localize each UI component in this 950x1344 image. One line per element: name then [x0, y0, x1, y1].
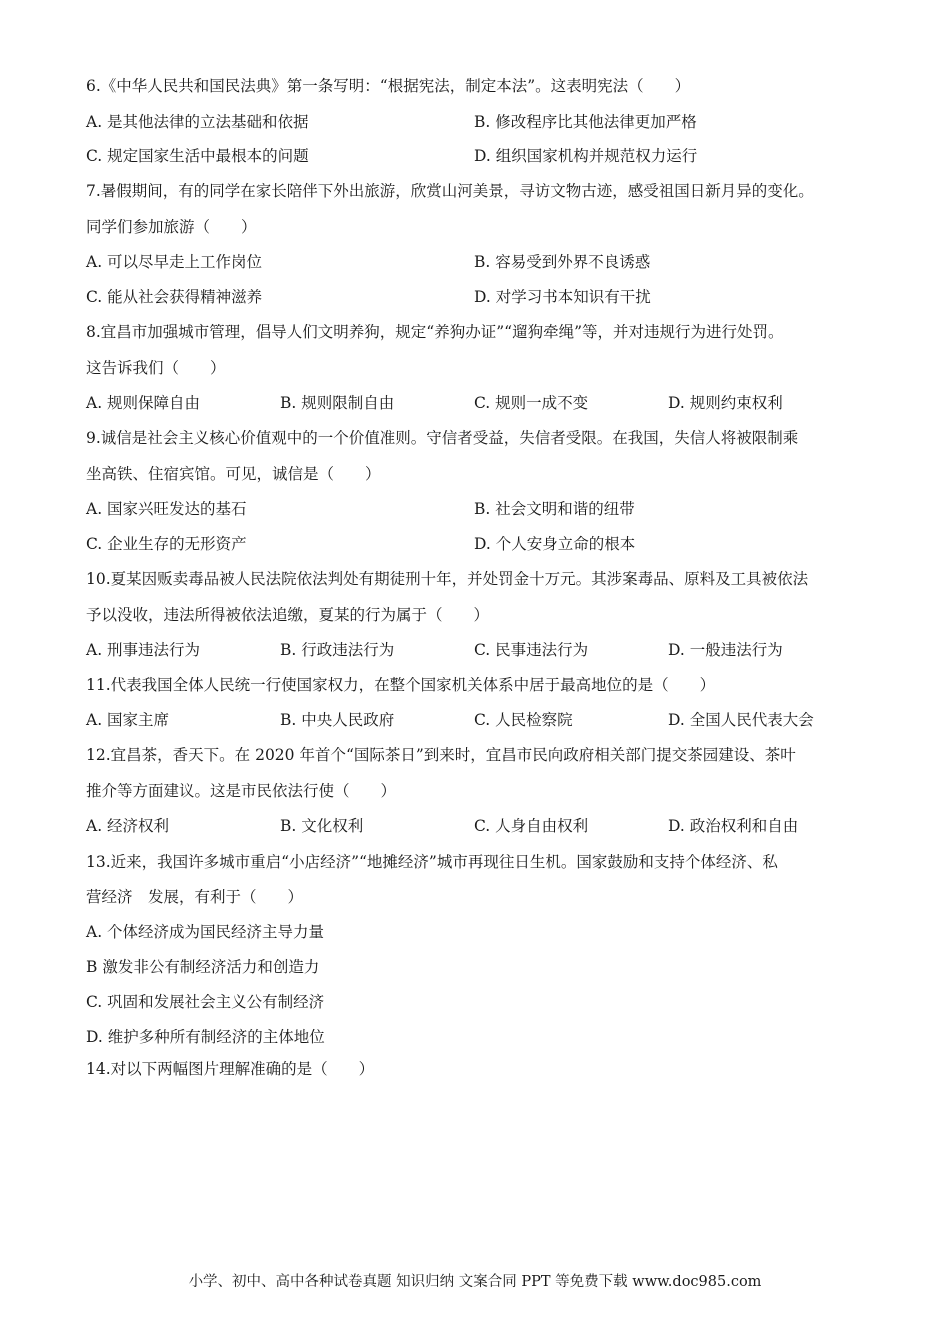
question-9-stem-line-1: 9.诚信是社会主义核心价值观中的一个价值准则。守信者受益，失信者受限。在我国，失信人将被限制乘	[86, 429, 799, 447]
page-footer: 小学、初中、高中各种试卷真题 知识归纳 文案合同 PPT 等免费下载 www.doc985.com	[188, 1274, 762, 1290]
q8-option-d: D. 规则约束权利	[668, 394, 783, 412]
q10-option-b: B. 行政违法行为	[280, 641, 395, 659]
question-10-stem-line-2: 予以没收，违法所得被依法追缴，夏某的行为属于（ ）	[86, 606, 490, 624]
q12-option-c: C. 人身自由权利	[474, 817, 589, 835]
q10-option-d: D. 一般违法行为	[668, 641, 783, 659]
question-12-stem-line-2: 推介等方面建议。这是市民依法行使（ ）	[86, 782, 397, 800]
q9-option-d: D. 个人安身立命的根本	[474, 535, 636, 553]
question-7-stem-line-2: 同学们参加旅游（ ）	[86, 218, 257, 236]
q13-option-a: A. 个体经济成为国民经济主导力量	[86, 923, 325, 941]
q6-option-d: D. 组织国家机构并规范权力运行	[474, 147, 698, 165]
question-8-stem-line-2: 这告诉我们（ ）	[86, 359, 226, 377]
question-9-stem-line-2: 坐高铁、住宿宾馆。可见，诚信是（ ）	[86, 465, 381, 483]
q8-option-c: C. 规则一成不变	[474, 394, 589, 412]
q6-option-c: C. 规定国家生活中最根本的问题	[86, 147, 309, 165]
question-14-stem: 14.对以下两幅图片理解准确的是（ ）	[86, 1060, 375, 1078]
question-13-stem-line-2: 营经济 发展，有利于（ ）	[86, 888, 304, 906]
q11-option-a: A. 国家主席	[86, 711, 170, 729]
q12-option-a: A. 经济权利	[86, 817, 170, 835]
question-13-stem-line-1: 13.近来，我国许多城市重启“小店经济”“地摊经济”城市再现往日生机。国家鼓励和支持个体经济、私	[86, 853, 778, 871]
q12-option-b: B. 文化权利	[280, 817, 364, 835]
q11-option-b: B. 中央人民政府	[280, 711, 395, 729]
question-10-stem-line-1: 10.夏某因贩卖毒品被人民法院依法判处有期徒刑十年，并处罚金十万元。其涉案毒品、原料及工具被依法	[86, 570, 809, 588]
q6-option-a: A. 是其他法律的立法基础和依据	[86, 113, 309, 131]
q6-option-b: B. 修改程序比其他法律更加严格	[474, 113, 697, 131]
q7-option-b: B. 容易受到外界不良诱惑	[474, 253, 651, 271]
question-11-stem: 11.代表我国全体人民统一行使国家权力，在整个国家机关体系中居于最高地位的是（ ）	[86, 676, 716, 694]
q9-option-c: C. 企业生存的无形资产	[86, 535, 247, 553]
question-8-stem-line-1: 8.宜昌市加强城市管理，倡导人们文明养狗，规定“养狗办证”“遛狗牵绳”等，并对违规行为进行处罚。	[86, 323, 784, 341]
q9-option-b: B. 社会文明和谐的纽带	[474, 500, 635, 518]
question-7-stem-line-1: 7.暑假期间，有的同学在家长陪伴下外出旅游，欣赏山河美景，寻访文物古迹，感受祖国日新月异的变化。	[86, 182, 814, 200]
q13-option-c: C. 巩固和发展社会主义公有制经济	[86, 993, 325, 1011]
q11-option-d: D. 全国人民代表大会	[668, 711, 814, 729]
q10-option-a: A. 刑事违法行为	[86, 641, 201, 659]
question-6-stem: 6.《中华人民共和国民法典》第一条写明：“根据宪法，制定本法”。这表明宪法（ ）	[86, 77, 691, 95]
q10-option-c: C. 民事违法行为	[474, 641, 589, 659]
q13-option-b: B 激发非公有制经济活力和创造力	[86, 958, 320, 976]
q9-option-a: A. 国家兴旺发达的基石	[86, 500, 247, 518]
q13-option-d: D. 维护多种所有制经济的主体地位	[86, 1028, 325, 1046]
q12-option-d: D. 政治权利和自由	[668, 817, 799, 835]
q8-option-a: A. 规则保障自由	[86, 394, 201, 412]
q8-option-b: B. 规则限制自由	[280, 394, 395, 412]
q7-option-a: A. 可以尽早走上工作岗位	[86, 253, 263, 271]
q7-option-d: D. 对学习书本知识有干扰	[474, 288, 651, 306]
q7-option-c: C. 能从社会获得精神滋养	[86, 288, 263, 306]
q11-option-c: C. 人民检察院	[474, 711, 573, 729]
question-12-stem-line-1: 12.宜昌茶，香天下。在 2020 年首个“国际茶日”到来时，宜昌市民向政府相关部门提交茶园建设、茶叶	[86, 746, 796, 764]
